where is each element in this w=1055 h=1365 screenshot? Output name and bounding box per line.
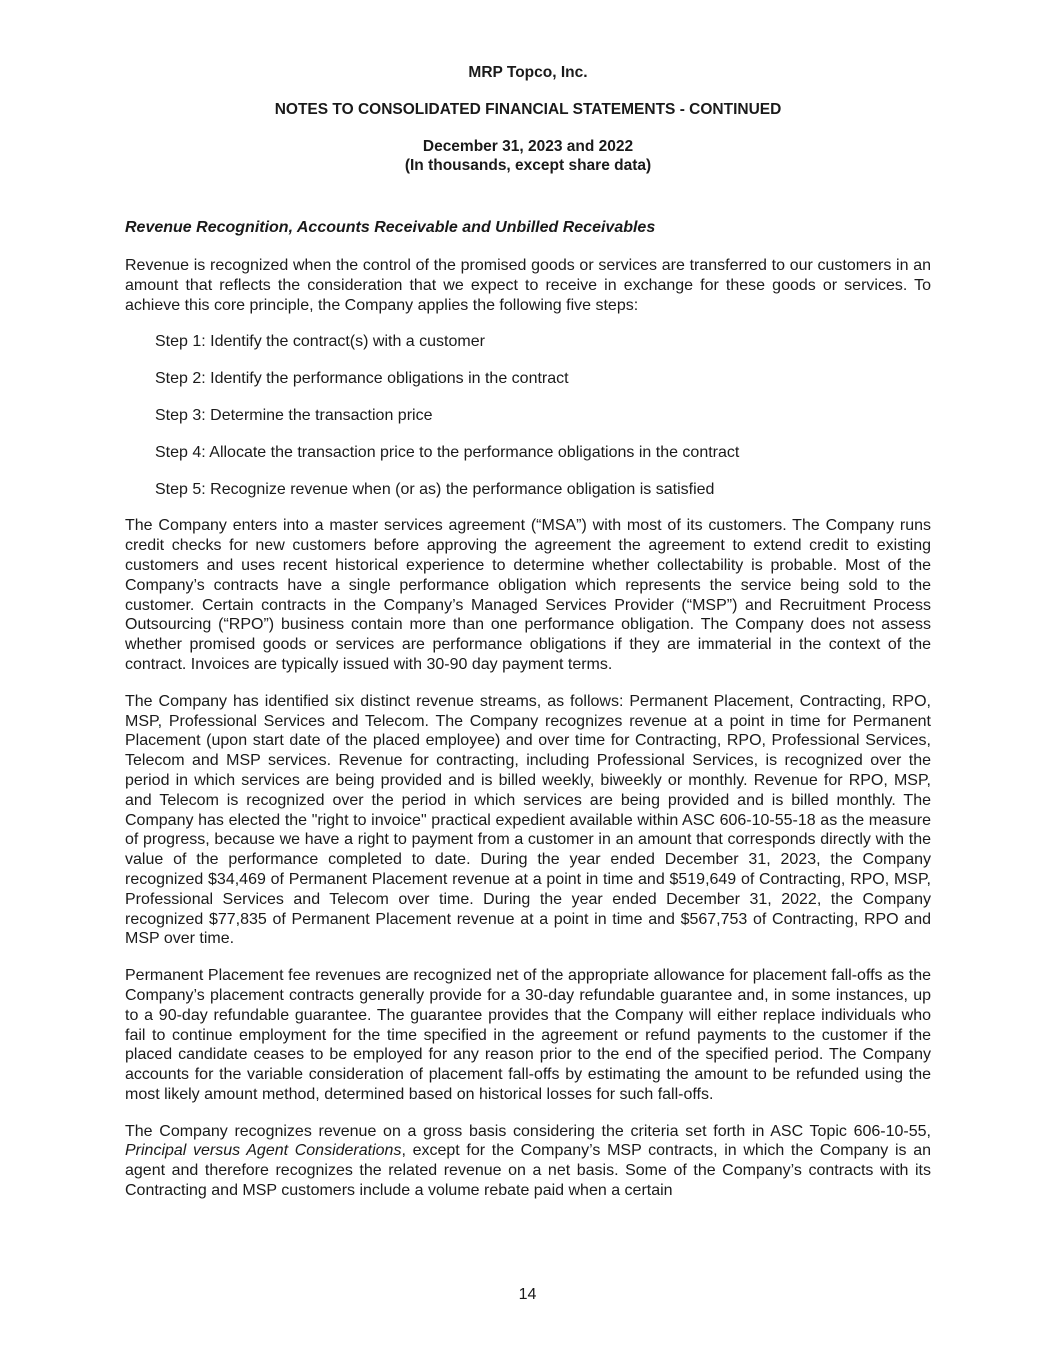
- company-name: MRP Topco, Inc.: [468, 64, 588, 81]
- notes-title: NOTES TO CONSOLIDATED FINANCIAL STATEMENTS - CONTINUED: [274, 101, 782, 118]
- gross-basis-italic: Principal versus Agent Considerations: [125, 1142, 402, 1160]
- statement-date: December 31, 2023 and 2022: [422, 138, 634, 155]
- section-title: Revenue Recognition, Accounts Receivable and Unbilled Receivables: [125, 219, 656, 236]
- msa-paragraph: The Company enters into a master services agreement (“MSA”) with most of its customers. The Company runs credit checks for new customers before approving the agreement the agreement to extend credit to existing customers and uses recent historical experience to determine whether collectability is probable. Most of the Company’s contracts have a single performance obligation which represents the service being sold to the customer. Certain contracts in the Company’s Managed Services Provider (“MSP”) and Recruitment Process Outsourcing (“RPO”) business contain more than one performance obligation. The Company does not assess whether promised goods or services are performance obligations if they are immaterial in the context of the contract. Invoices are typically issued with 30-90 day payment terms.: [125, 517, 931, 673]
- gross-basis-text-2: , except for the Company’s MSP contracts, in which the Company is an agent and therefore recognizes the related revenue on a net basis. Some of the Company’s contracts with its Contracting and MSP customers include a volume rebate paid when a certain: [125, 1142, 932, 1200]
- revenue-streams-paragraph: The Company has identified six distinct revenue streams, as follows: Permanent Placement, Contracting, RPO, MSP, Professional Services and Telecom. The Company recognizes revenue at a point in time for Permanent Placement (upon start date of the placed employee) and over time for Contracting, RPO, Professional Services, Telecom and MSP services. Revenue for contracting, including Professional Services, is recognized over the period in which services are being provided and is billed weekly, biweekly or monthly. Revenue for RPO, MSP, and Telecom is recognized over the period in which services are being provided and is billed monthly. The Company has elected the "right to invoice" practical expedient available within ASC 606-10-55-18 as the measure of progress, because we have a right to payment from a customer in an amount that corresponds directly with the value of the performance completed to date. During the year ended December 31, 2023, the Company recognized $34,469 of Permanent Placement revenue at a point in time and $519,649 of Contracting, RPO, MSP, Professional Services and Telecom over time. During the year ended December 31, 2022, the Company recognized $77,835 of Permanent Placement revenue at a point in time and $567,753 of Contracting, RPO and MSP over time.: [125, 692, 931, 948]
- gross-basis-text-1: The Company recognizes revenue on a gross basis considering the criteria set forth in ASC Topic 606-10-55,: [125, 1122, 931, 1140]
- gross-basis-paragraph: [125, 1122, 931, 1201]
- step-4: Step 4: Allocate the transaction price to the performance obligations in the contract: [155, 443, 740, 461]
- units-note: (In thousands, except share data): [404, 157, 652, 174]
- step-2: Step 2: Identify the performance obligations in the contract: [155, 370, 569, 388]
- step-1: Step 1: Identify the contract(s) with a customer: [155, 333, 485, 351]
- step-3: Step 3: Determine the transaction price: [155, 406, 433, 424]
- placement-fee-paragraph: Permanent Placement fee revenues are recognized net of the appropriate allowance for placement fall-offs as the Company’s placement contracts generally provide for a 30-day refundable guarantee and, in some instances, up to a 90-day refundable guarantee. The guarantee provides that the Company will either replace individuals who fail to continue employment for the time specified in the agreement or refund payments to the customer if the placed candidate ceases to be employed for any reason prior to the end of the specified period. The Company accounts for the variable consideration of placement fall-offs by estimating the amount to be refunded using the most likely amount method, determined based on historical losses for such fall-offs.: [125, 967, 931, 1103]
- step-5: Step 5: Recognize revenue when (or as) the performance obligation is satisfied: [155, 480, 715, 498]
- page-number: 14: [518, 1286, 537, 1303]
- intro-paragraph: Revenue is recognized when the control of the promised goods or services are transferred to our customers in an amount that reflects the consideration that we expect to receive in exchange for these goods or services. To achieve this core principle, the Company applies the following five steps:: [125, 257, 931, 314]
- section-body: [125, 256, 931, 1218]
